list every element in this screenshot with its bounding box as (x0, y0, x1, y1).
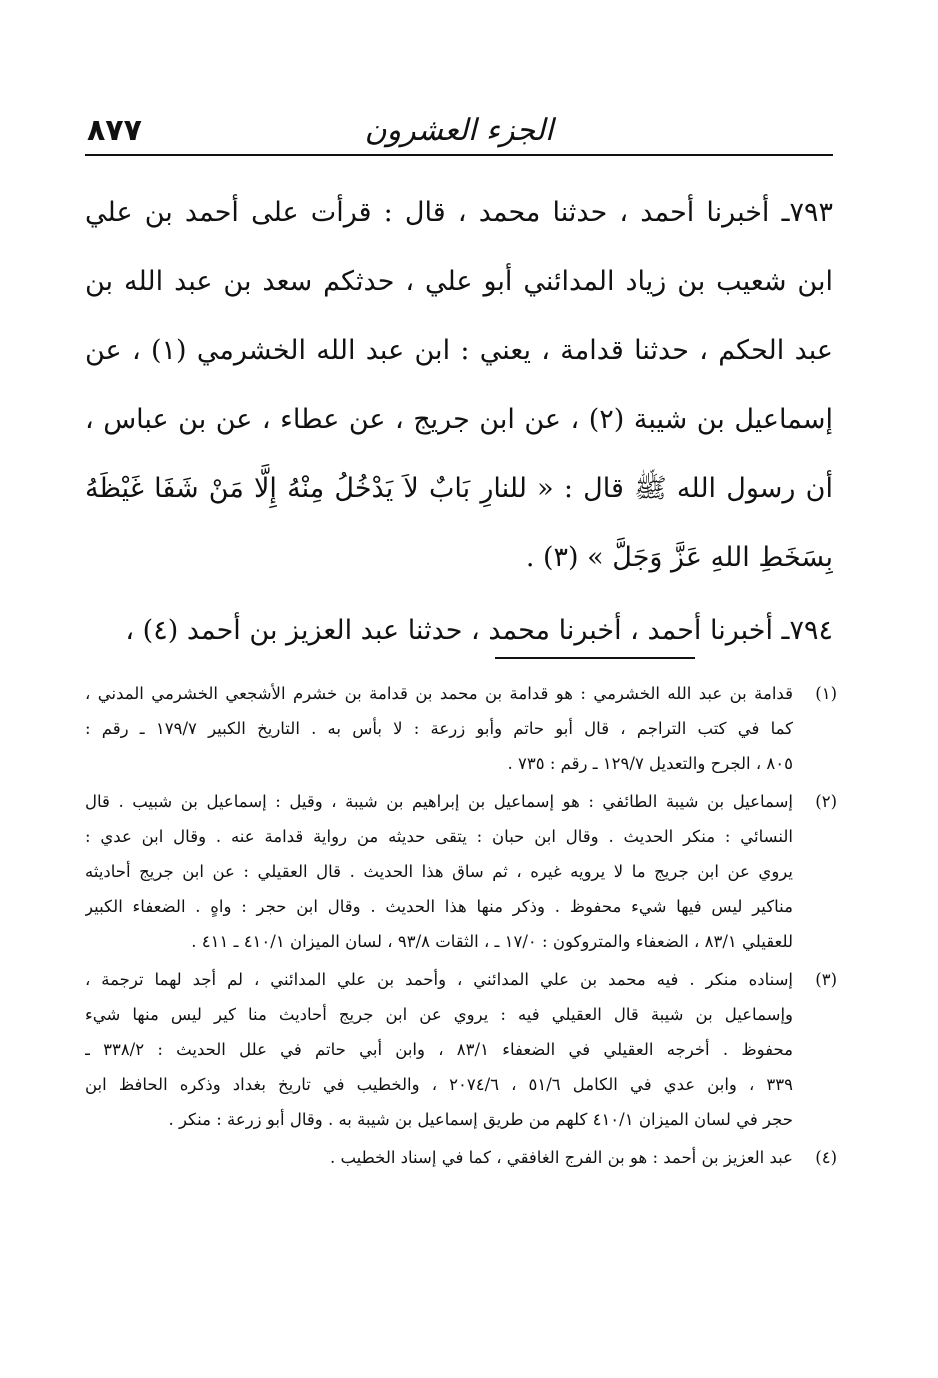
main-text (85, 178, 833, 665)
hadith-793-line: ٧٩٣ـ أخبرنا أحمد ، حدثنا محمد ، قال : قرأت على أحمد بن علي (85, 197, 833, 228)
hadith-793-line: بِسَخَطِ اللهِ عَزَّ وَجَلَّ » (٣) . (525, 542, 833, 573)
hadith-793-line: أن رسول الله ﷺ قال : « للنارِ بَابٌ لاَ يَدْخُلُ مِنْهُ إِلَّا مَنْ شَفَا غَيْظَهُ (85, 473, 833, 504)
footnote-number: (٤) (815, 1148, 837, 1167)
page-header (85, 96, 833, 156)
footnote-number: (١) (815, 684, 837, 703)
footnote-line: محفوظ . أخرجه العقيلي في الضعفاء ٨٣/١ ، وابن أبي حاتم في علل الحديث : ٣٣٨/٢ ـ (85, 1040, 793, 1059)
footnote-number: (٣) (815, 970, 837, 989)
footnote-line: ٨٠٥ ، الجرح والتعديل ١٢٩/٧ ـ رقم : ٧٣٥ . (507, 754, 793, 773)
footnote-line: ٣٣٩ ، وابن عدي في الكامل ٥١/٦ ، ٢٠٧٤/٦ ، والخطيب في تاريخ بغداد وذكره الحافظ ابن (85, 1075, 793, 1094)
footnote-line: وإسماعيل بن شيبة قال العقيلي فيه : يروي عن ابن جريج أحاديث منا كير ليس منها شيء (85, 1005, 793, 1024)
footnote-line: للعقيلي ٨٣/١ ، الضعفاء والمتروكون : ١٧/٠ ـ ، الثقات ٩٣/٨ ، لسان الميزان ٤١٠/١ ـ ٤١١ . (191, 932, 793, 951)
footnote-line: مناكير ليس فيها شيء محفوظ . وذكر منها هذا الحديث . وقال ابن حجر : واهٍ . الضعفاء الكبير (85, 897, 793, 916)
footnote-line: إسماعيل بن شيبة الطائفي : هو إسماعيل بن إبراهيم بن شيبة ، وقيل : إسماعيل بن شبيب . قال (85, 792, 793, 811)
footnote-number: (٢) (815, 792, 837, 811)
footnote-line: إسناده منكر . فيه محمد بن علي المدائني ، وأحمد بن علي المدائني ، لم أجد لهما ترجمة ، (85, 970, 793, 989)
footnote-2 (85, 784, 837, 959)
footnotes (85, 676, 837, 1178)
footnote-divider (495, 657, 695, 659)
footnote-line: عبد العزيز بن أحمد : هو بن الفرج الغافقي ، كما في إسناد الخطيب . (329, 1148, 793, 1167)
footnote-line: قدامة بن عبد الله الخشرمي : هو قدامة بن محمد بن قدامة بن خشرم الأشجعي الخشرمي المدني ، (85, 684, 793, 703)
footnote-3 (85, 962, 837, 1137)
footnote-1 (85, 676, 837, 781)
footnote-4 (85, 1140, 837, 1175)
hadith-793-line: ابن شعيب بن زياد المدائني أبو علي ، حدثكم سعد بن عبد الله بن (85, 266, 833, 297)
hadith-794-line: ٧٩٤ـ أخبرنا أحمد ، أخبرنا محمد ، حدثنا عبد العزيز بن أحمد (٤) ، (125, 615, 833, 646)
hadith-793-line: عبد الحكم ، حدثنا قدامة ، يعني : ابن عبد الله الخشرمي (١) ، عن (85, 335, 833, 366)
footnote-line: النسائي : منكر الحديث . وقال ابن حبان : يتقى حديثه من رواية قدامة عنه . وقال ابن عدي : (85, 827, 793, 846)
page-number: ٨٧٧ (87, 113, 142, 148)
footnote-line: حجر في لسان الميزان ٤١٠/١ كلهم من طريق إسماعيل بن شيبة به . وقال أبو زرعة : منكر . (168, 1110, 793, 1129)
hadith-793-line: إسماعيل بن شيبة (٢) ، عن ابن جريج ، عن عطاء ، عن بن عباس ، (85, 404, 833, 435)
footnote-line: يروي عن ابن جريج ما لا يرويه غيره ، ثم ساق هذا الحديث . قال العقيلي : عن ابن جريج أحاديثه (85, 862, 793, 881)
footnote-line: كما في كتب التراجم ، قال أبو حاتم وأبو زرعة : لا بأس به . التاريخ الكبير ١٧٩/٧ ـ رقم : (85, 719, 793, 738)
running-head: الجزء العشرون (364, 113, 554, 148)
